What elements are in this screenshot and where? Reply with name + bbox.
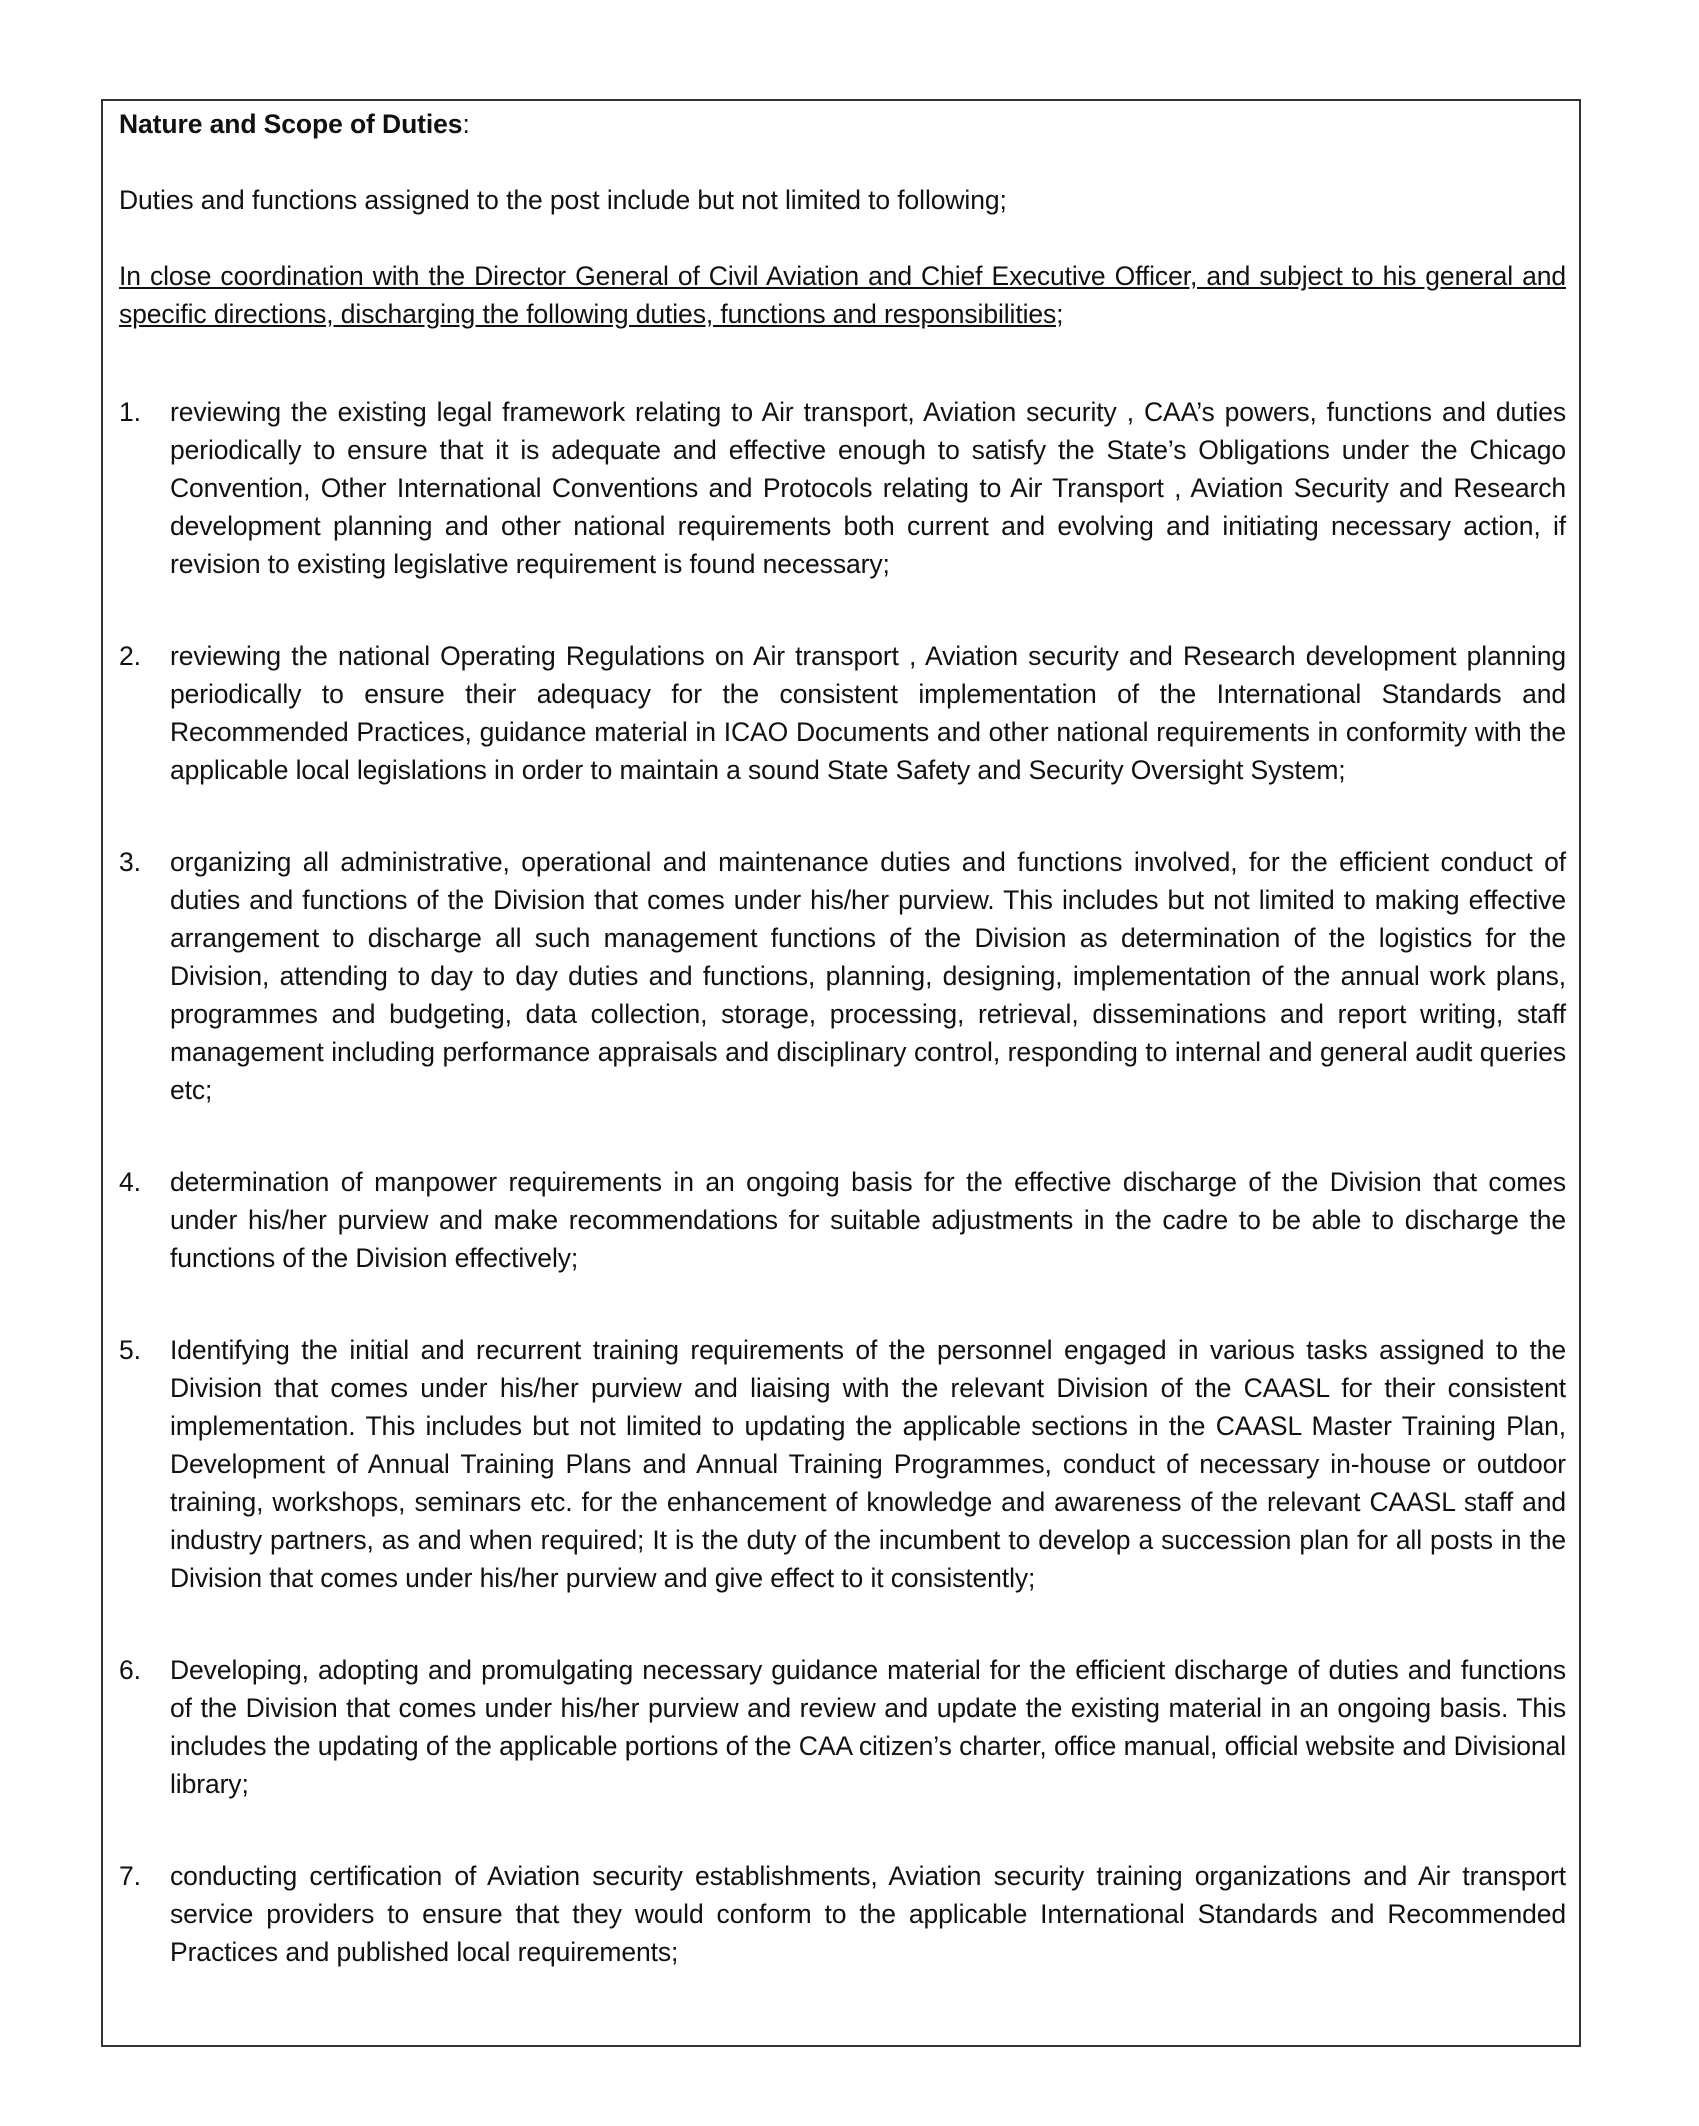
section-heading-colon: :: [462, 109, 470, 139]
duty-item-3: [119, 843, 1566, 1109]
duty-number: 4.: [119, 1167, 141, 1197]
duty-number: 1.: [119, 397, 141, 427]
duty-item-5: [119, 1331, 1566, 1597]
duty-number: 5.: [119, 1335, 141, 1365]
duty-text: organizing all administrative, operational and maintenance duties and functions involved, for the efficient conduct of duties and functions of the Division that comes under his/her purview. This includes but not limited to making effective arrangement to discharge all such management functions of the Division as determination of the logistics for the Division, attending to day to day duties and functions, planning, designing, implementation of the annual work plans, programmes and budgeting, data collection, storage, processing, retrieval, disseminations and report writing, staff management including performance appraisals and disciplinary control, responding to internal and general audit queries etc;: [170, 847, 1566, 1105]
duty-item-4: [119, 1163, 1566, 1277]
document-frame: [101, 99, 1581, 2047]
duty-item-6: [119, 1651, 1566, 1803]
duty-number: 3.: [119, 847, 141, 877]
duty-number: 6.: [119, 1655, 141, 1685]
coordination-paragraph: In close coordination with the Director General of Civil Aviation and Chief Executive Officer, and subject to his general and specific directions, discharging the following duties, functions and responsibilities;: [119, 261, 1566, 329]
duty-text: conducting certification of Aviation security establishments, Aviation security training organizations and Air transport service providers to ensure that they would conform to the applicable International Standards and Recommended Practices and published local requirements;: [170, 1861, 1566, 1967]
section-heading-label: Nature and Scope of Duties: [119, 109, 463, 139]
duty-number: 7.: [119, 1861, 141, 1891]
duty-number: 2.: [119, 641, 141, 671]
duty-text: Identifying the initial and recurrent training requirements of the personnel engaged in various tasks assigned to the Division that comes under his/her purview and liaising with the relevant Division of the CAASL for their consistent implementation. This includes but not limited to updating the applicable sections in the CAASL Master Training Plan, Development of Annual Training Plans and Annual Training Programmes, conduct of necessary in-house or outdoor training, workshops, seminars etc. for the enhancement of knowledge and awareness of the relevant CAASL staff and industry partners, as and when required; It is the duty of the incumbent to develop a succession plan for all posts in the Division that comes under his/her purview and give effect to it consistently;: [170, 1335, 1566, 1593]
section-heading: [119, 101, 1566, 143]
duty-item-1: [119, 393, 1566, 583]
duty-item-2: [119, 637, 1566, 789]
duty-text: Developing, adopting and promulgating necessary guidance material for the efficient discharge of duties and functions of the Division that comes under his/her purview and review and update the existing material in an ongoing basis. This includes the updating of the applicable portions of the CAA citizen’s charter, office manual, official website and Divisional library;: [170, 1655, 1566, 1799]
duty-text: determination of manpower requirements in an ongoing basis for the effective discharge of the Division that comes under his/her purview and make recommendations for suitable adjustments in the cadre to be able to discharge the functions of the Division effectively;: [170, 1167, 1566, 1273]
intro-paragraph: Duties and functions assigned to the post include but not limited to following;: [119, 185, 1007, 215]
duty-text: reviewing the national Operating Regulations on Air transport , Aviation security and Research development planning periodically to ensure their adequacy for the consistent implementation of the International Standards and Recommended Practices, guidance material in ICAO Documents and other national requirements in conformity with the applicable local legislations in order to maintain a sound State Safety and Security Oversight System;: [170, 641, 1566, 785]
duties-list: [119, 393, 1566, 1971]
duty-text: reviewing the existing legal framework relating to Air transport, Aviation security , CAA’s powers, functions and duties periodically to ensure that it is adequate and effective enough to satisfy the State’s Obligations under the Chicago Convention, Other International Conventions and Protocols relating to Air Transport , Aviation Security and Research development planning and other national requirements both current and evolving and initiating necessary action, if revision to existing legislative requirement is found necessary;: [170, 397, 1566, 579]
duty-item-7: [119, 1857, 1566, 1971]
document-content: [119, 101, 1566, 1971]
